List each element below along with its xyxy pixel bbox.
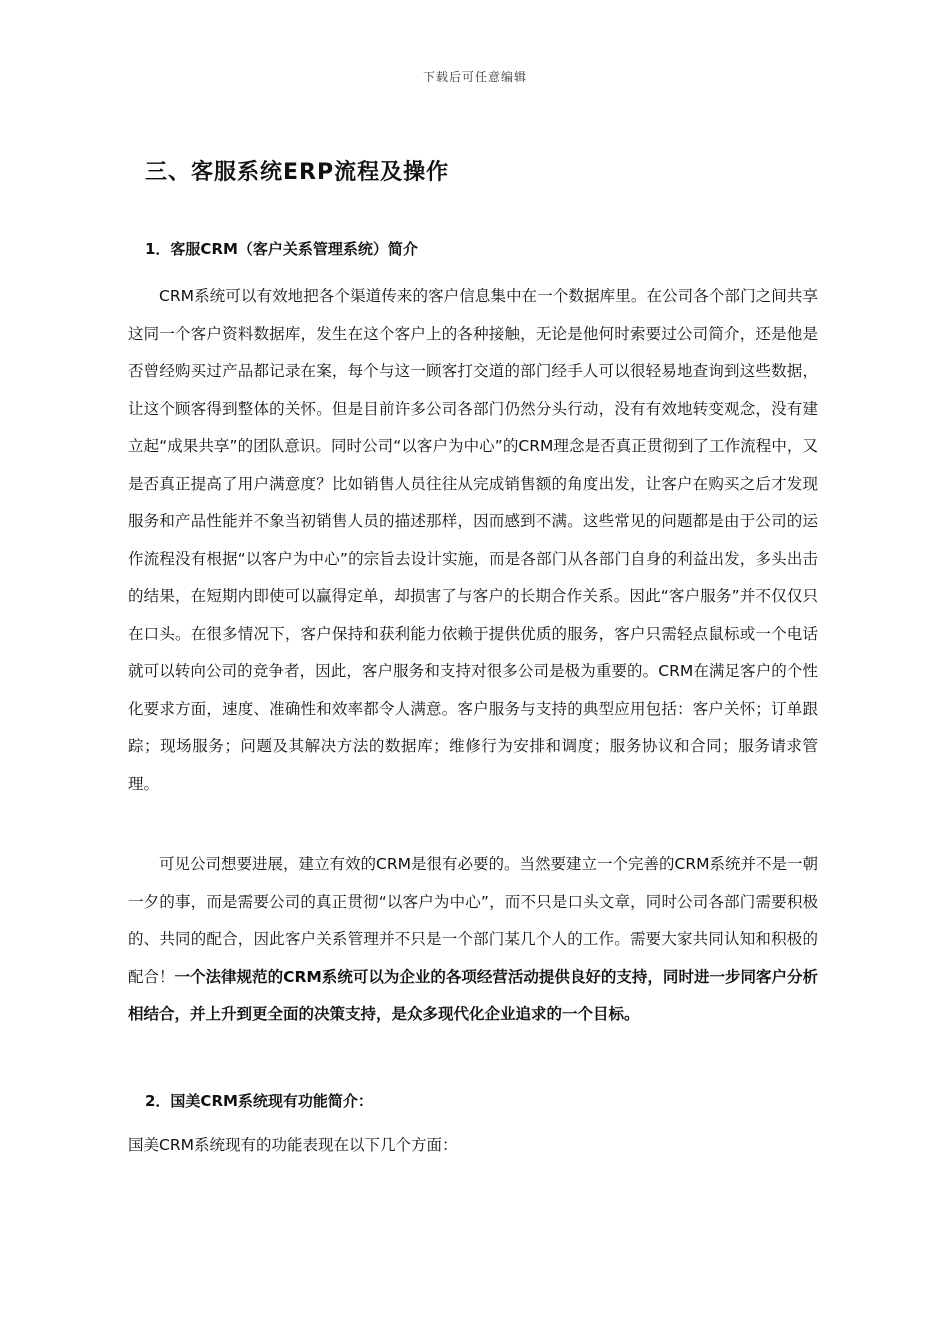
paragraph-2-bold-text: 一个法律规范的CRM系统可以为企业的各项经营活动提供良好的支持，同时进一步同客户分析相结合，并上升到更全面的决策支持，是众多现代化企业追求的一个目标。 [128, 967, 818, 1023]
section-1-paragraph-2 [128, 846, 818, 1034]
section-1-heading: 1．客服CRM（客户关系管理系统）简介 [145, 240, 418, 258]
section-1-paragraph-1: CRM系统可以有效地把各个渠道传来的客户信息集中在一个数据库里。在公司各个部门之间共享这同一个客户资料数据库，发生在这个客户上的各种接触，无论是他何时索要过公司简介，还是他是否曾经购买过产品都记录在案，每个与这一顾客打交道的部门经手人可以很轻易地查询到这些数据，让这个顾客得到整体的关怀。但是目前许多公司各部门仍然分头行动，没有有效地转变观念，没有建立起“成果共享”的团队意识。同时公司“以客户为中心”的CRM理念是否真正贯彻到了工作流程中，又是否真正提高了用户满意度？比如销售人员往往从完成销售额的角度出发，让客户在购买之后才发现服务和产品性能并不象当初销售人员的描述那样，因而感到不满。这些常见的问题都是由于公司的运作流程没有根据“以客户为中心”的宗旨去设计实施，而是各部门从各部门自身的利益出发，多头出击的结果，在短期内即使可以赢得定单，却损害了与客户的长期合作关系。因此“客户服务”并不仅仅只在口头。在很多情况下，客户保持和获利能力依赖于提供优质的服务，客户只需轻点鼠标或一个电话就可以转向公司的竞争者，因此，客户服务和支持对很多公司是极为重要的。CRM在满足客户的个性化要求方面，速度、准确性和效率都令人满意。客户服务与支持的典型应用包括：客户关怀；订单跟踪；现场服务；问题及其解决方法的数据库；维修行为安排和调度；服务协议和合同；服务请求管理。 [128, 287, 818, 793]
section-2-intro: 国美CRM系统现有的功能表现在以下几个方面： [128, 1136, 458, 1154]
paragraph-2-normal-text: 可见公司想要进展，建立有效的CRM是很有必要的。当然要建立一个完善的CRM系统并不是一朝一夕的事，而是需要公司的真正贯彻“以客户为中心”，而不只是口头文章，同时公司各部门需要积极的、共同的配合，因此客户关系管理并不只是一个部门某几个人的工作。需要大家共同认知和积极的配合！ [128, 855, 818, 986]
section-2-heading: 2．国美CRM系统现有功能简介： [145, 1092, 373, 1110]
page-title: 三、客服系统ERP流程及操作 [145, 160, 450, 185]
page-header: 下载后可任意编辑 [422, 70, 527, 84]
